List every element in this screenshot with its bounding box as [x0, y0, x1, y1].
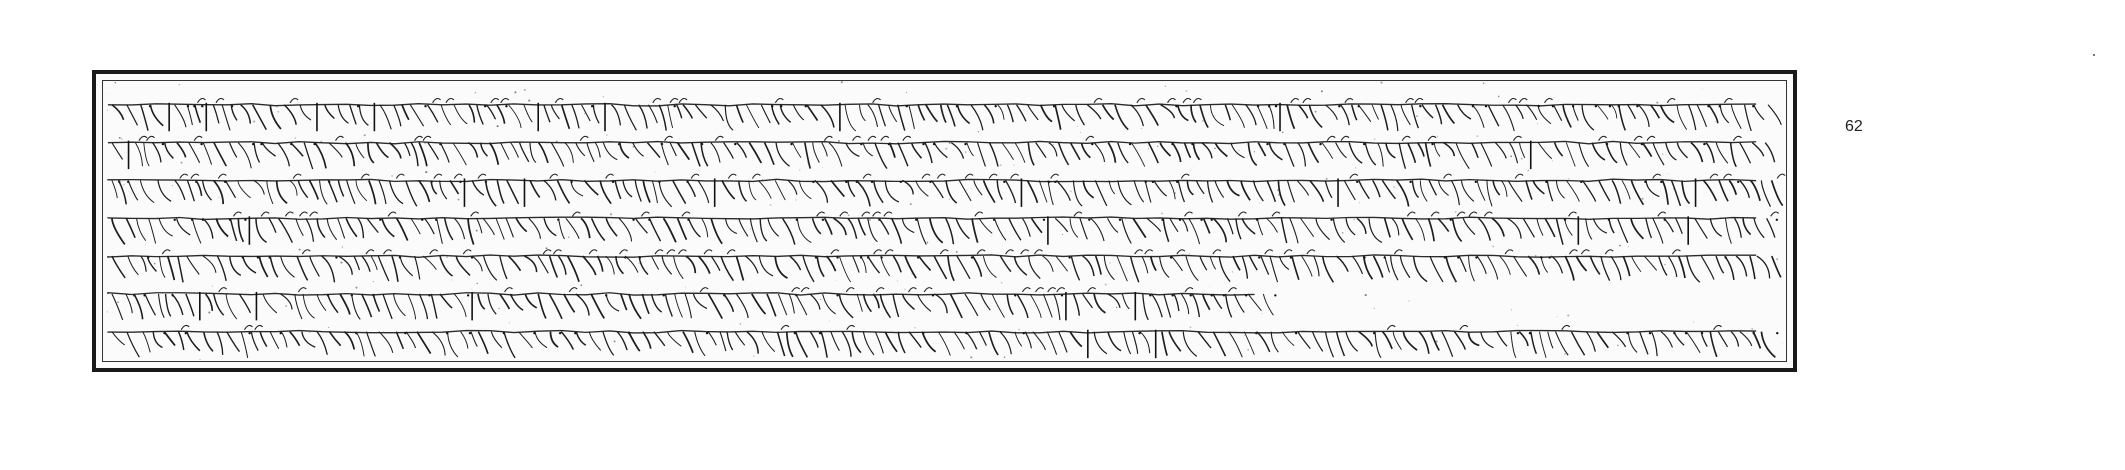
ink-speck — [278, 111, 280, 113]
ink-speck — [762, 179, 763, 180]
ink-speck — [1174, 192, 1176, 194]
ink-speck — [1662, 153, 1664, 155]
ink-speck — [1004, 356, 1006, 357]
ink-speck — [568, 236, 570, 238]
ink-speck — [1105, 284, 1107, 286]
ink-speck — [121, 138, 122, 139]
ink-speck — [524, 89, 526, 91]
ink-speck — [970, 356, 972, 358]
ink-speck — [1157, 146, 1158, 147]
ink-speck — [1247, 349, 1248, 350]
ink-speck — [1000, 164, 1002, 166]
ink-speck — [1278, 194, 1280, 196]
ink-speck — [1277, 157, 1278, 158]
ink-speck — [528, 100, 530, 102]
ink-speck — [594, 273, 595, 274]
ink-speck — [154, 263, 156, 265]
ink-speck — [1510, 155, 1512, 157]
ink-speck — [299, 249, 301, 251]
ink-speck — [253, 120, 255, 122]
ink-speck — [1109, 262, 1110, 263]
ink-speck — [355, 287, 357, 289]
ink-speck — [106, 93, 107, 94]
ink-speck — [1353, 219, 1354, 220]
ink-speck — [614, 340, 616, 342]
ink-speck — [1186, 90, 1188, 92]
ink-speck — [476, 230, 478, 232]
ink-speck — [1628, 246, 1629, 247]
ink-speck — [1605, 350, 1606, 351]
ink-speck — [119, 137, 121, 139]
ink-speck — [474, 297, 475, 298]
ink-speck — [1244, 335, 1245, 336]
ink-speck — [1070, 191, 1071, 192]
ink-speck — [927, 242, 929, 244]
ink-speck — [107, 110, 108, 111]
ink-speck — [600, 155, 601, 156]
ink-speck — [218, 197, 219, 198]
ink-speck — [514, 91, 516, 93]
ink-speck — [1326, 178, 1328, 180]
ink-speck — [841, 81, 843, 83]
ink-speck — [107, 311, 108, 312]
ink-speck — [1664, 264, 1666, 265]
ink-speck — [679, 138, 680, 139]
ink-speck — [1053, 144, 1054, 145]
ink-speck — [295, 137, 296, 138]
ink-speck — [340, 262, 342, 264]
ink-speck — [906, 92, 907, 93]
ink-speck — [1535, 255, 1537, 256]
ink-speck — [835, 280, 836, 281]
ink-speck — [580, 284, 582, 286]
ink-speck — [1189, 253, 1190, 254]
ink-speck — [285, 305, 287, 307]
ink-speck — [1359, 202, 1360, 203]
ink-speck — [1148, 148, 1149, 149]
ink-speck — [472, 288, 473, 289]
ink-speck — [1365, 294, 1367, 296]
ink-speck — [1361, 183, 1362, 184]
ink-speck — [1374, 138, 1375, 139]
ink-speck — [1537, 123, 1538, 124]
ink-speck — [1261, 147, 1263, 149]
ink-speck — [1266, 126, 1267, 127]
ink-speck — [1568, 178, 1569, 179]
ink-speck — [1321, 90, 1323, 92]
ink-speck — [1214, 148, 1216, 150]
ink-speck — [750, 228, 751, 229]
ink-speck — [829, 321, 830, 322]
ink-speck — [1080, 132, 1081, 133]
ink-speck — [1498, 96, 1500, 98]
ink-speck — [1349, 99, 1350, 100]
ink-speck — [129, 191, 130, 192]
ink-speck — [373, 281, 374, 282]
ink-speck — [364, 134, 366, 136]
ink-speck — [611, 222, 612, 223]
ink-speck — [362, 170, 363, 171]
ink-speck — [1517, 325, 1518, 326]
ink-speck — [1564, 353, 1565, 354]
ink-speck — [425, 171, 427, 173]
ink-speck — [795, 199, 796, 200]
ink-speck — [531, 142, 532, 143]
ink-speck — [1492, 245, 1494, 247]
ink-speck — [945, 148, 947, 150]
ink-speck — [685, 287, 686, 288]
page-number: 62 — [1845, 118, 1863, 135]
ink-speck — [1001, 282, 1002, 283]
ink-speck — [391, 175, 393, 177]
ink-speck — [1209, 286, 1210, 287]
ink-speck — [1393, 186, 1394, 187]
ink-speck — [1214, 115, 1215, 116]
ink-speck — [1227, 333, 1228, 334]
ink-speck — [838, 140, 840, 142]
ink-speck — [639, 263, 640, 264]
ink-speck — [1483, 83, 1484, 84]
ink-speck — [1556, 316, 1557, 317]
ink-speck — [799, 169, 800, 170]
ink-speck — [309, 332, 310, 333]
ink-speck — [1552, 160, 1553, 161]
ink-speck — [956, 251, 958, 253]
ink-speck — [745, 198, 746, 199]
ink-speck — [556, 140, 558, 142]
ink-speck — [498, 308, 499, 309]
ink-speck — [1416, 115, 1418, 117]
ink-speck — [807, 162, 808, 163]
ink-speck — [180, 162, 182, 164]
ink-speck — [953, 120, 954, 121]
ink-speck — [610, 213, 612, 215]
script-line — [108, 136, 1775, 169]
ink-speck — [967, 189, 968, 190]
ink-speck — [446, 257, 447, 258]
script-line — [108, 212, 1779, 245]
ink-speck — [584, 113, 585, 114]
ink-speck — [115, 82, 116, 83]
ink-speck — [1123, 331, 1124, 332]
ink-speck — [328, 327, 329, 328]
ink-speck — [1511, 309, 1512, 310]
ink-speck — [1435, 340, 1437, 342]
ink-speck — [405, 212, 406, 213]
ink-speck — [1014, 165, 1015, 166]
ink-speck — [658, 202, 659, 203]
ink-speck — [911, 273, 913, 275]
ink-speck — [123, 184, 125, 186]
tibetan-script-lines — [96, 74, 1793, 368]
ink-speck — [914, 327, 915, 328]
ink-speck — [1462, 235, 1463, 236]
ink-speck — [1477, 135, 1479, 137]
ink-speck — [1315, 111, 1317, 113]
ink-speck — [1667, 173, 1668, 174]
ink-speck — [1374, 308, 1375, 309]
ink-speck — [1693, 321, 1694, 322]
ink-speck — [1437, 136, 1438, 137]
ink-speck — [457, 199, 459, 201]
ink-speck — [1642, 198, 1644, 200]
ink-speck — [1396, 188, 1397, 189]
ink-speck — [1189, 326, 1191, 328]
ink-speck — [276, 106, 277, 107]
ink-speck — [1635, 222, 1636, 223]
ink-speck — [1077, 126, 1078, 127]
ink-speck — [874, 238, 875, 239]
ink-speck — [451, 279, 452, 280]
ink-speck — [1702, 89, 1703, 90]
ink-speck — [185, 120, 186, 121]
ink-speck — [1125, 219, 1126, 220]
ink-speck — [117, 302, 119, 303]
script-line — [108, 325, 1779, 358]
ink-speck — [1165, 86, 1166, 87]
ink-speck — [1121, 293, 1122, 294]
ink-speck — [740, 323, 741, 324]
ink-speck — [965, 151, 967, 152]
ink-speck — [978, 131, 979, 132]
ink-speck — [1062, 234, 1063, 235]
ink-speck — [1567, 315, 1569, 317]
ink-speck — [770, 204, 772, 206]
ink-speck — [633, 146, 634, 147]
ink-speck — [1209, 153, 1210, 154]
ink-speck — [1521, 158, 1523, 160]
script-line — [108, 288, 1277, 321]
ink-speck — [862, 187, 864, 189]
ink-speck — [172, 185, 173, 186]
ink-speck — [509, 322, 510, 323]
ink-speck — [342, 246, 344, 248]
ink-speck — [910, 203, 912, 205]
ink-speck — [606, 134, 608, 136]
ink-speck — [603, 96, 604, 97]
ink-speck — [1619, 245, 1621, 247]
ink-speck — [1355, 167, 1356, 168]
ink-speck — [553, 300, 554, 301]
ink-speck — [1656, 102, 1658, 104]
script-line — [108, 98, 1781, 131]
ink-speck — [949, 199, 950, 200]
ink-speck — [320, 141, 322, 143]
ink-speck — [879, 181, 880, 182]
ink-speck — [1254, 151, 1255, 152]
ink-speck — [1454, 279, 1456, 281]
ink-speck — [1141, 128, 1142, 129]
ink-speck — [1116, 307, 1117, 308]
ink-speck — [143, 107, 144, 108]
ink-speck — [991, 236, 992, 237]
ink-speck — [848, 214, 850, 216]
ink-speck — [1018, 329, 1020, 331]
ink-speck — [971, 188, 972, 189]
ink-speck — [1554, 97, 1555, 98]
ink-speck — [200, 359, 201, 360]
ink-speck — [1409, 301, 1410, 302]
ink-speck — [529, 145, 530, 146]
ink-speck — [383, 332, 384, 333]
manuscript-folio — [92, 70, 1797, 372]
ink-speck — [499, 191, 500, 192]
ink-speck — [1782, 343, 1783, 344]
ink-speck — [1161, 213, 1163, 215]
ink-speck — [1527, 170, 1529, 171]
ink-speck — [655, 171, 656, 172]
ink-speck — [1751, 328, 1753, 330]
ink-speck — [820, 299, 821, 300]
script-line — [108, 174, 1785, 207]
ink-speck — [1262, 313, 1263, 314]
ink-speck — [598, 198, 599, 199]
ink-speck — [477, 283, 479, 285]
ink-speck — [208, 311, 210, 313]
ink-speck — [1673, 188, 1674, 189]
ink-speck — [1617, 344, 1619, 346]
ink-speck — [212, 286, 213, 287]
ink-speck — [949, 142, 951, 144]
ink-speck — [1277, 189, 1279, 191]
ink-speck — [869, 219, 871, 221]
ink-speck — [1342, 232, 1344, 234]
ink-speck — [1380, 82, 1382, 84]
ink-speck — [1239, 150, 1240, 151]
ink-speck — [424, 142, 426, 144]
ink-speck — [1776, 258, 1778, 260]
ink-speck — [1455, 211, 1456, 212]
ink-speck — [1272, 97, 1273, 98]
ink-speck — [546, 247, 548, 249]
ink-speck — [1080, 345, 1081, 346]
ink-speck — [681, 341, 682, 342]
ink-speck — [179, 84, 180, 85]
script-line — [108, 250, 1781, 283]
scan-speck — [2093, 54, 2095, 56]
ink-speck — [897, 280, 898, 281]
ink-speck — [904, 289, 905, 290]
ink-speck — [754, 340, 755, 341]
ink-speck — [1259, 203, 1260, 204]
ink-speck — [1715, 121, 1716, 122]
ink-speck — [1232, 271, 1234, 273]
ink-speck — [753, 356, 754, 357]
ink-speck — [1282, 132, 1283, 133]
ink-speck — [1202, 120, 1204, 122]
ink-speck — [475, 92, 477, 94]
ink-speck — [1318, 331, 1320, 333]
ink-speck — [822, 167, 823, 168]
ink-speck — [1720, 217, 1721, 218]
ink-speck — [497, 125, 499, 127]
